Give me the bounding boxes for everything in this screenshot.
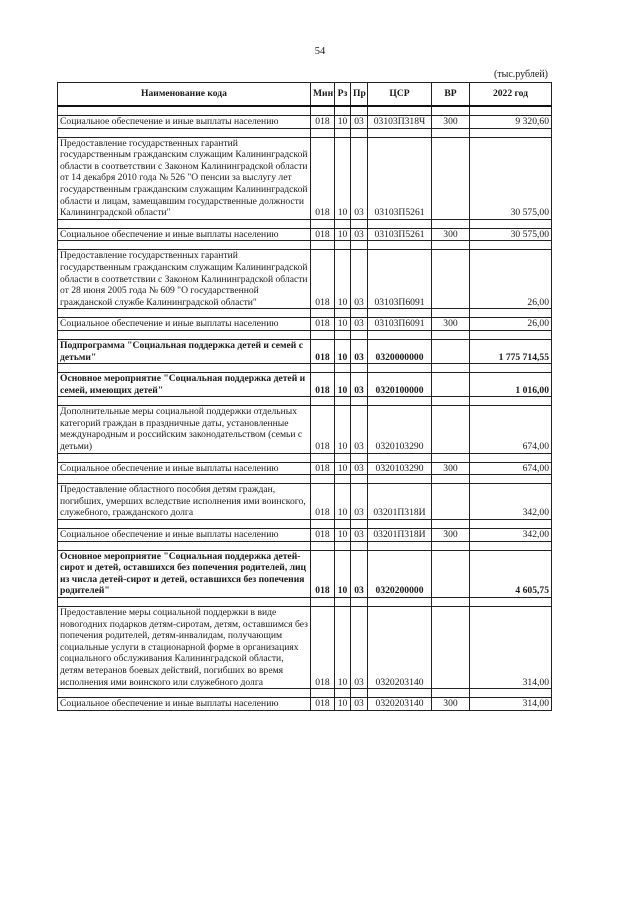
page-number: 54 [314,46,326,57]
cell-amount: 30 575,00 [470,137,552,219]
cell-csr: 0320100000 [368,373,432,397]
spacer-cell [368,397,432,406]
cell-name: Социальное обеспечение и иные выплаты населению [58,698,311,711]
cell-pr: 03 [351,462,368,475]
spacer-cell [368,453,432,462]
cell-min: 018 [311,116,335,129]
cell-name: Предоставление областного пособия детям граждан, погибших, умерших вследствие исполнения ими воинского, служебного, гражданского долга [58,484,311,520]
spacer-cell [311,598,335,607]
cell-vr: 300 [432,116,470,129]
table-row [58,607,552,689]
cell-vr: 300 [432,228,470,241]
table-row [58,529,552,542]
spacer-cell [58,397,311,406]
spacer-cell [470,364,552,373]
spacer-cell [311,241,335,250]
cell-rz: 10 [335,406,351,453]
cell-rz: 10 [335,116,351,129]
cell-min: 018 [311,550,335,597]
cell-min: 018 [311,318,335,331]
cell-vr [432,484,470,520]
cell-csr: 0320103290 [368,462,432,475]
header-csr: ЦСР [368,83,432,107]
cell-pr: 03 [351,373,368,397]
cell-name: Дополнительные меры социальной поддержки отдельных категорий граждан в праздничные даты, установленные международным и российским законодательством (семьи с детьми) [58,406,311,453]
cell-pr: 03 [351,550,368,597]
spacer-row [58,520,552,529]
spacer-row [58,106,552,116]
spacer-cell [58,689,311,698]
table-row [58,698,552,711]
cell-vr [432,373,470,397]
cell-rz: 10 [335,339,351,363]
cell-name: Социальное обеспечение и иные выплаты населению [58,116,311,129]
spacer-cell [432,241,470,250]
spacer-row [58,128,552,137]
spacer-row [58,219,552,228]
spacer-cell [470,106,552,116]
spacer-cell [470,309,552,318]
spacer-cell [311,364,335,373]
spacer-row [58,330,552,339]
spacer-cell [470,397,552,406]
spacer-row [58,397,552,406]
spacer-cell [432,219,470,228]
spacer-cell [351,241,368,250]
spacer-cell [335,241,351,250]
table-row [58,116,552,129]
cell-pr: 03 [351,250,368,309]
cell-pr: 03 [351,529,368,542]
spacer-cell [351,397,368,406]
cell-csr: 03103П5261 [368,137,432,219]
cell-csr: 03201П318И [368,529,432,542]
header-rz: Рз [335,83,351,107]
spacer-cell [311,541,335,550]
spacer-cell [432,309,470,318]
header-vr: ВР [432,83,470,107]
cell-csr: 0320000000 [368,339,432,363]
spacer-cell [470,541,552,550]
cell-min: 018 [311,373,335,397]
header-name: Наименование кода [58,83,311,107]
spacer-row [58,475,552,484]
cell-min: 018 [311,529,335,542]
cell-csr: 0320203140 [368,607,432,689]
spacer-cell [335,541,351,550]
spacer-cell [470,241,552,250]
cell-min: 018 [311,228,335,241]
cell-csr: 0320103290 [368,406,432,453]
cell-amount: 674,00 [470,406,552,453]
cell-min: 018 [311,339,335,363]
spacer-cell [351,598,368,607]
cell-min: 018 [311,607,335,689]
budget-table [57,82,552,711]
spacer-cell [470,475,552,484]
cell-min: 018 [311,250,335,309]
table-row [58,550,552,597]
cell-vr [432,339,470,363]
spacer-cell [368,330,432,339]
spacer-cell [311,397,335,406]
spacer-cell [470,219,552,228]
spacer-cell [311,520,335,529]
spacer-cell [335,219,351,228]
spacer-cell [351,330,368,339]
spacer-row [58,689,552,698]
spacer-cell [335,520,351,529]
spacer-cell [368,475,432,484]
spacer-cell [311,475,335,484]
cell-min: 018 [311,462,335,475]
spacer-cell [368,598,432,607]
table-row [58,137,552,219]
cell-amount: 342,00 [470,529,552,542]
cell-amount: 314,00 [470,607,552,689]
cell-pr: 03 [351,137,368,219]
spacer-cell [335,309,351,318]
table-row [58,339,552,363]
spacer-row [58,453,552,462]
spacer-cell [58,128,311,137]
cell-rz: 10 [335,529,351,542]
cell-rz: 10 [335,373,351,397]
cell-vr [432,137,470,219]
cell-min: 018 [311,406,335,453]
spacer-cell [58,453,311,462]
spacer-cell [351,219,368,228]
cell-vr: 300 [432,318,470,331]
spacer-cell [58,520,311,529]
cell-name: Основное мероприятие "Социальная поддержка детей и семей, имеющих детей" [58,373,311,397]
cell-vr [432,607,470,689]
spacer-cell [432,364,470,373]
spacer-cell [470,598,552,607]
cell-vr [432,550,470,597]
cell-name: Предоставление государственных гарантий государственным гражданским служащим Калининградской области в соответствии с Законом Калининградской области от 28 июня 2005 года № 609 "О государственной гражданской службе Калининградской области" [58,250,311,309]
cell-min: 018 [311,698,335,711]
table-row [58,318,552,331]
spacer-cell [58,364,311,373]
table-row [58,373,552,397]
spacer-cell [470,330,552,339]
cell-name: Социальное обеспечение и иные выплаты населению [58,318,311,331]
cell-rz: 10 [335,484,351,520]
cell-pr: 03 [351,484,368,520]
cell-vr: 300 [432,698,470,711]
spacer-cell [368,309,432,318]
spacer-cell [470,453,552,462]
spacer-cell [368,689,432,698]
spacer-cell [432,128,470,137]
spacer-cell [335,128,351,137]
spacer-cell [311,330,335,339]
spacer-cell [470,520,552,529]
spacer-cell [432,520,470,529]
header-min: Мин [311,83,335,107]
cell-rz: 10 [335,462,351,475]
cell-vr [432,406,470,453]
spacer-cell [58,309,311,318]
cell-name: Предоставление меры социальной поддержки в виде новогодних подарков детям-сиротам, детям, оставшимся без попечения родителей, детям-инвалидам, получающим социальные услуги в стационарной форме в организациях социального обслуживания Калининградской области, детям ветеранов боевых действий, погибших во время исполнения ими воинского или служебного долга [58,607,311,689]
cell-rz: 10 [335,137,351,219]
spacer-cell [335,106,351,116]
spacer-row [58,598,552,607]
spacer-cell [432,397,470,406]
cell-amount: 4 605,75 [470,550,552,597]
spacer-cell [368,106,432,116]
spacer-cell [351,106,368,116]
cell-vr: 300 [432,462,470,475]
cell-amount: 30 575,00 [470,228,552,241]
cell-pr: 03 [351,607,368,689]
cell-rz: 10 [335,228,351,241]
spacer-cell [432,541,470,550]
cell-name: Предоставление государственных гарантий государственным гражданским служащим Калининградской области в соответствии с Законом Калининградской области от 14 декабря 2010 года № 526 "О пенсии за выслугу лет государственным гражданским служащим Калининградской области и лицам, замещавшим государственные должности Калининградской области" [58,137,311,219]
cell-pr: 03 [351,228,368,241]
spacer-row [58,241,552,250]
spacer-cell [432,689,470,698]
spacer-cell [368,520,432,529]
cell-csr: 0320203140 [368,698,432,711]
spacer-cell [58,598,311,607]
units-label: (тыс.рублей) [493,69,548,80]
table-row [58,228,552,241]
table-row [58,462,552,475]
spacer-cell [470,689,552,698]
cell-amount: 342,00 [470,484,552,520]
spacer-cell [311,453,335,462]
spacer-cell [335,397,351,406]
cell-min: 018 [311,484,335,520]
cell-amount: 26,00 [470,318,552,331]
cell-name: Подпрограмма "Социальная поддержка детей и семей с детьми" [58,339,311,363]
cell-rz: 10 [335,318,351,331]
spacer-cell [368,541,432,550]
spacer-cell [335,364,351,373]
cell-pr: 03 [351,318,368,331]
spacer-cell [368,364,432,373]
spacer-cell [351,541,368,550]
cell-rz: 10 [335,550,351,597]
spacer-cell [311,219,335,228]
spacer-cell [58,475,311,484]
spacer-row [58,364,552,373]
spacer-cell [335,689,351,698]
spacer-cell [432,106,470,116]
spacer-cell [432,475,470,484]
spacer-cell [432,330,470,339]
cell-csr: 0320200000 [368,550,432,597]
spacer-cell [311,128,335,137]
spacer-cell [351,689,368,698]
table-row [58,484,552,520]
spacer-cell [311,689,335,698]
spacer-cell [351,520,368,529]
spacer-cell [58,541,311,550]
spacer-cell [311,309,335,318]
cell-vr: 300 [432,529,470,542]
table-header-row [58,83,552,107]
header-year: 2022 год [470,83,552,107]
cell-amount: 674,00 [470,462,552,475]
cell-csr: 03103П5261 [368,228,432,241]
table-row [58,250,552,309]
cell-csr: 03103П318Ч [368,116,432,129]
header-pr: Пр [351,83,368,107]
cell-amount: 1 775 714,55 [470,339,552,363]
spacer-cell [368,219,432,228]
cell-pr: 03 [351,339,368,363]
cell-pr: 03 [351,116,368,129]
spacer-cell [335,598,351,607]
cell-rz: 10 [335,607,351,689]
spacer-cell [470,128,552,137]
cell-amount: 314,00 [470,698,552,711]
cell-name: Социальное обеспечение и иные выплаты населению [58,462,311,475]
spacer-cell [351,453,368,462]
spacer-row [58,309,552,318]
spacer-cell [432,453,470,462]
spacer-cell [58,106,311,116]
cell-pr: 03 [351,698,368,711]
spacer-cell [368,128,432,137]
spacer-cell [335,330,351,339]
spacer-cell [351,364,368,373]
spacer-cell [368,241,432,250]
spacer-cell [58,330,311,339]
cell-name: Основное мероприятие "Социальная поддержка детей-сирот и детей, оставшихся без попечения родителей, лиц из числа детей-сирот и детей, оставшихся без попечения родителей" [58,550,311,597]
spacer-cell [351,309,368,318]
spacer-cell [432,598,470,607]
cell-amount: 26,00 [470,250,552,309]
cell-pr: 03 [351,406,368,453]
cell-min: 018 [311,137,335,219]
cell-name: Социальное обеспечение и иные выплаты населению [58,529,311,542]
table-body [58,106,552,710]
spacer-cell [335,453,351,462]
spacer-row [58,541,552,550]
cell-vr [432,250,470,309]
cell-amount: 9 320,60 [470,116,552,129]
cell-csr: 03103П6091 [368,250,432,309]
cell-name: Социальное обеспечение и иные выплаты населению [58,228,311,241]
cell-csr: 03103П6091 [368,318,432,331]
spacer-cell [58,219,311,228]
spacer-cell [351,128,368,137]
spacer-cell [58,241,311,250]
cell-rz: 10 [335,250,351,309]
spacer-cell [335,475,351,484]
cell-amount: 1 016,00 [470,373,552,397]
cell-csr: 03201П318И [368,484,432,520]
cell-rz: 10 [335,698,351,711]
table-row [58,406,552,453]
spacer-cell [351,475,368,484]
spacer-cell [311,106,335,116]
